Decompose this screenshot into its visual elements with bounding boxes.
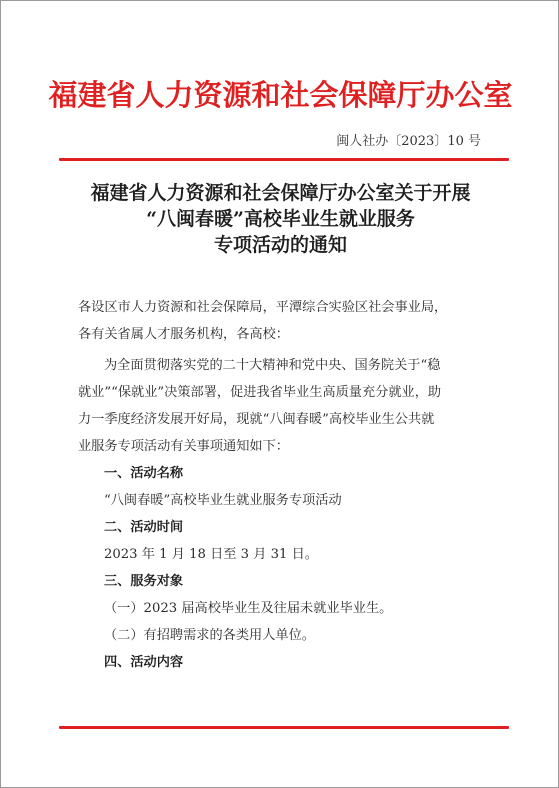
section-line-activity-name: “八闽春暖”高校毕业生就业服务专项活动 [104,493,342,508]
notice-body [78,294,494,676]
footer-red-rule [59,726,509,729]
section-line-service-targets-2: （二）有招聘需求的各类用人单位。 [104,628,315,643]
intro-line-4: 业服务专项活动有关事项通知如下： [78,439,289,454]
section-heading-activity-content: 四、活动内容 [104,655,184,670]
document-number: 闽人社办〔2023〕10 号 [336,134,481,149]
addressee-line-1: 各设区市人力资源和社会保障局，平潭综合实验区社会事业局， [78,300,448,315]
section-line-activity-time: 2023 年 1 月 18 日至 3 月 31 日。 [104,547,318,562]
intro-line-2: 就业”“保就业”决策部署，促进我省毕业生高质量充分就业，助 [78,385,442,400]
notice-title-line-2: “八闽春暖”高校毕业生就业服务 [146,208,415,230]
section-heading-activity-name: 一、活动名称 [104,466,184,481]
intro-line-1: 为全面贯彻落实党的二十大精神和党中央、国务院关于“稳 [104,358,441,373]
header-red-rule [59,158,509,161]
notice-title [1,180,559,258]
office-header-title: 福建省人力资源和社会保障厅办公室 [48,78,513,112]
section-heading-service-targets: 三、服务对象 [104,574,184,589]
intro-line-3: 力一季度经济发展开好局，现就“八闽春暖”高校毕业生公共就 [78,412,435,427]
addressee-line-2: 各有关省属人才服务机构，各高校： [78,327,289,342]
notice-title-line-1: 福建省人力资源和社会保障厅办公室关于开展 [90,182,471,204]
section-line-service-targets-1: （一）2023 届高校毕业生及往届未就业毕业生。 [104,601,393,616]
notice-title-line-3: 专项活动的通知 [213,234,347,256]
section-heading-activity-time: 二、活动时间 [104,520,184,535]
